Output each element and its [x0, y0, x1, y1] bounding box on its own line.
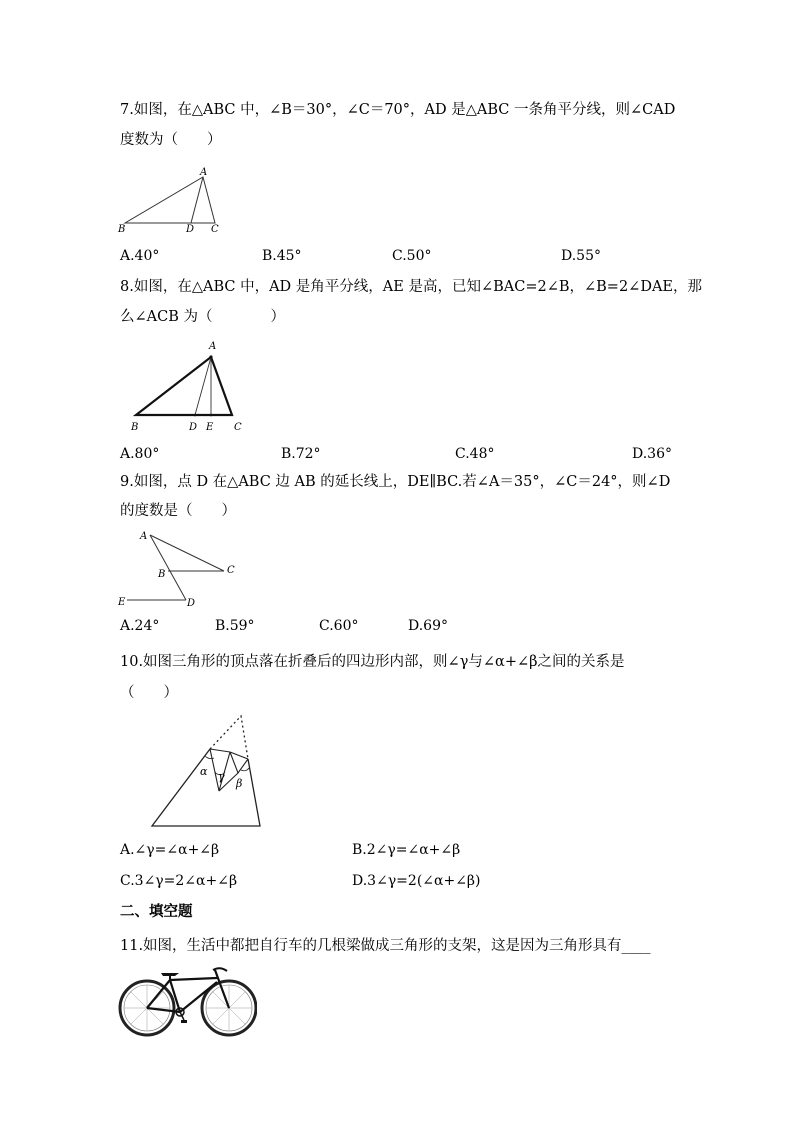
q7-option-c[interactable]: C.50°	[392, 248, 432, 264]
q8-label-d: D	[189, 422, 198, 433]
q8-label-a: A	[209, 341, 217, 352]
q7-label-c: C	[211, 224, 219, 234]
q7-label-a: A	[200, 167, 208, 178]
q10-label-alpha: α	[200, 765, 208, 778]
q8-label-c: C	[234, 422, 242, 433]
q7-text-line1: 7.如图，在△ABC 中，∠B＝30°，∠C＝70°，AD 是△ABC 一条角平分线，则∠CAD	[120, 102, 676, 118]
q8-text-line2: 么∠ACB 为（ ）	[120, 309, 285, 325]
q10-label-beta: β	[236, 777, 243, 790]
q8-option-d[interactable]: D.36°	[632, 446, 672, 462]
bicycle-image	[117, 962, 257, 1042]
q10-label-gamma: γ	[218, 770, 225, 783]
q8-option-b[interactable]: B.72°	[281, 446, 321, 462]
q9-label-b: B	[158, 569, 166, 580]
q10-folded-triangle-figure	[145, 712, 270, 830]
q10-option-a[interactable]: A.∠γ=∠α+∠β	[120, 842, 220, 858]
q7-option-d[interactable]: D.55°	[561, 248, 601, 264]
q7-label-b: B	[118, 224, 126, 234]
q10-option-c[interactable]: C.3∠γ=2∠α+∠β	[120, 873, 238, 889]
q9-label-c: C	[227, 565, 235, 576]
q7-option-b[interactable]: B.45°	[262, 248, 302, 264]
q9-text-line1: 9.如图，点 D 在△ABC 边 AB 的延长线上，DE∥BC.若∠A＝35°，∠C＝24°，则∠D	[120, 474, 671, 490]
q9-option-d[interactable]: D.69°	[408, 618, 448, 634]
q9-option-c[interactable]: C.60°	[319, 618, 359, 634]
q8-option-a[interactable]: A.80°	[120, 446, 160, 462]
q9-label-a: A	[140, 531, 148, 542]
q7-option-a[interactable]: A.40°	[120, 248, 160, 264]
q7-label-d: D	[186, 224, 195, 234]
q8-triangle-figure	[125, 336, 250, 434]
q9-option-b[interactable]: B.59°	[215, 618, 255, 634]
q10-option-b[interactable]: B.2∠γ=∠α+∠β	[352, 842, 461, 858]
q7-text-line2: 度数为（ ）	[120, 132, 222, 148]
q10-text-line2: （ ）	[120, 685, 178, 701]
q9-label-d: D	[187, 598, 196, 609]
q11-text-line1: 11.如图，生活中都把自行车的几根梁做成三角形的支架，这是因为三角形具有____	[120, 938, 651, 954]
q8-option-c[interactable]: C.48°	[455, 446, 495, 462]
section-title-fill-in: 二、填空题	[120, 903, 193, 920]
q9-label-e: E	[118, 597, 126, 608]
q10-option-d[interactable]: D.3∠γ=2(∠α+∠β)	[352, 873, 481, 889]
q9-option-a[interactable]: A.24°	[120, 618, 160, 634]
q9-triangle-figure	[115, 527, 245, 609]
q8-text-line1: 8.如图，在△ABC 中，AD 是角平分线，AE 是高，已知∠BAC=2∠B，∠B=2∠DAE，那	[120, 279, 703, 295]
q7-triangle-figure	[115, 166, 225, 234]
q8-label-b: B	[131, 422, 139, 433]
q10-text-line1: 10.如图三角形的顶点落在折叠后的四边形内部，则∠γ与∠α+∠β之间的关系是	[120, 654, 625, 670]
q8-label-e: E	[206, 422, 214, 433]
q9-text-line2: 的度数是（ ）	[120, 503, 236, 519]
